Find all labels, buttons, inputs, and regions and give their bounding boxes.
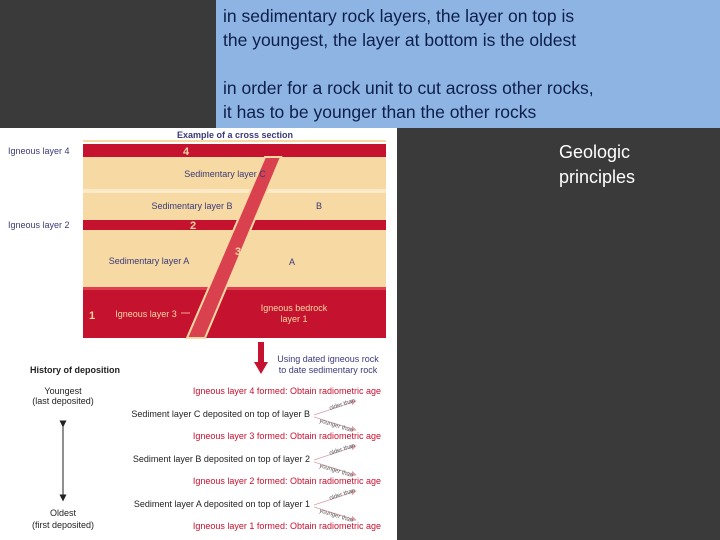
principle-superposition-line1: in sedimentary rock layers, the layer on top is bbox=[223, 6, 575, 26]
label-layer-1: layer 1 bbox=[280, 314, 308, 324]
event-sediment-a: Sediment layer A deposited on top of layer 1 bbox=[133, 499, 310, 509]
event-sediment-b: Sediment layer B deposited on top of layer 2 bbox=[132, 454, 310, 464]
comparison-arrows bbox=[314, 398, 356, 524]
younger-than-label-2: younger than bbox=[318, 463, 354, 480]
principle-cross-cutting-line2: it has to be younger than the other rocks bbox=[223, 102, 537, 122]
label-igneous-layer-2: Igneous layer 2 bbox=[8, 220, 70, 230]
down-arrow-shaft bbox=[258, 342, 264, 362]
layer-1-number: 1 bbox=[88, 310, 96, 322]
principle-cross-cutting-line1: in order for a rock unit to cut across other rocks, bbox=[223, 78, 594, 98]
cross-section-figure bbox=[0, 128, 397, 540]
youngest-sublabel: (last deposited) bbox=[32, 396, 94, 406]
oldest-sublabel: (first deposited) bbox=[31, 520, 95, 530]
igneous-layer-4 bbox=[83, 144, 386, 157]
event-igneous-3: Igneous layer 3 formed: Obtain radiometric age bbox=[192, 431, 381, 441]
arrow-note-line1: Using dated igneous rock bbox=[277, 354, 379, 364]
youngest-label: Youngest bbox=[44, 386, 82, 396]
event-igneous-1: Igneous layer 1 formed: Obtain radiometric age bbox=[192, 521, 381, 531]
layer-boundary bbox=[83, 189, 386, 193]
event-sediment-c: Sediment layer C deposited on top of layer B bbox=[131, 409, 310, 419]
history-title: History of deposition bbox=[30, 365, 120, 375]
older-than-label-2: older than bbox=[328, 442, 356, 457]
sedimentary-layer-b bbox=[83, 193, 386, 220]
cross-section-title: Example of a cross section bbox=[176, 130, 294, 140]
label-igneous-layer-4: Igneous layer 4 bbox=[8, 146, 70, 156]
layer-4-number: 4 bbox=[182, 146, 190, 158]
arrow-note-line2: to date sedimentary rock bbox=[278, 365, 378, 375]
event-igneous-4: Igneous layer 4 formed: Obtain radiometric age bbox=[192, 386, 381, 396]
younger-than-label-1: younger than bbox=[318, 418, 354, 435]
event-igneous-2: Igneous layer 2 formed: Obtain radiometric age bbox=[192, 476, 381, 486]
label-igneous-layer-3: Igneous layer 3 bbox=[115, 309, 177, 319]
younger-than-label-3: younger than bbox=[318, 508, 354, 525]
principle-superposition-line2: the youngest, the layer at bottom is the oldest bbox=[223, 30, 577, 50]
older-than-label-3: older than bbox=[328, 487, 356, 502]
label-sedimentary-layer-a: Sedimentary layer A bbox=[108, 256, 190, 266]
label-igneous-bedrock: Igneous bedrock bbox=[260, 303, 328, 313]
label-sedimentary-layer-c: Sedimentary layer C bbox=[184, 169, 266, 179]
principles-textbox bbox=[216, 0, 720, 128]
down-arrow-icon bbox=[254, 362, 268, 374]
oldest-label: Oldest bbox=[49, 508, 77, 518]
bedrock-top-edge bbox=[83, 287, 386, 290]
figure-svg bbox=[0, 128, 397, 540]
layer-3-number: 3 bbox=[234, 246, 242, 258]
slide-title-line2: principles bbox=[559, 167, 636, 187]
label-b: B bbox=[315, 201, 323, 211]
older-than-label-1: older than bbox=[328, 397, 356, 412]
label-sedimentary-layer-b: Sedimentary layer B bbox=[151, 201, 233, 211]
layer-2-number: 2 bbox=[189, 220, 197, 232]
slide-title-line1: Geologic bbox=[559, 142, 631, 162]
slide-title bbox=[559, 140, 635, 190]
label-a: A bbox=[288, 257, 296, 267]
